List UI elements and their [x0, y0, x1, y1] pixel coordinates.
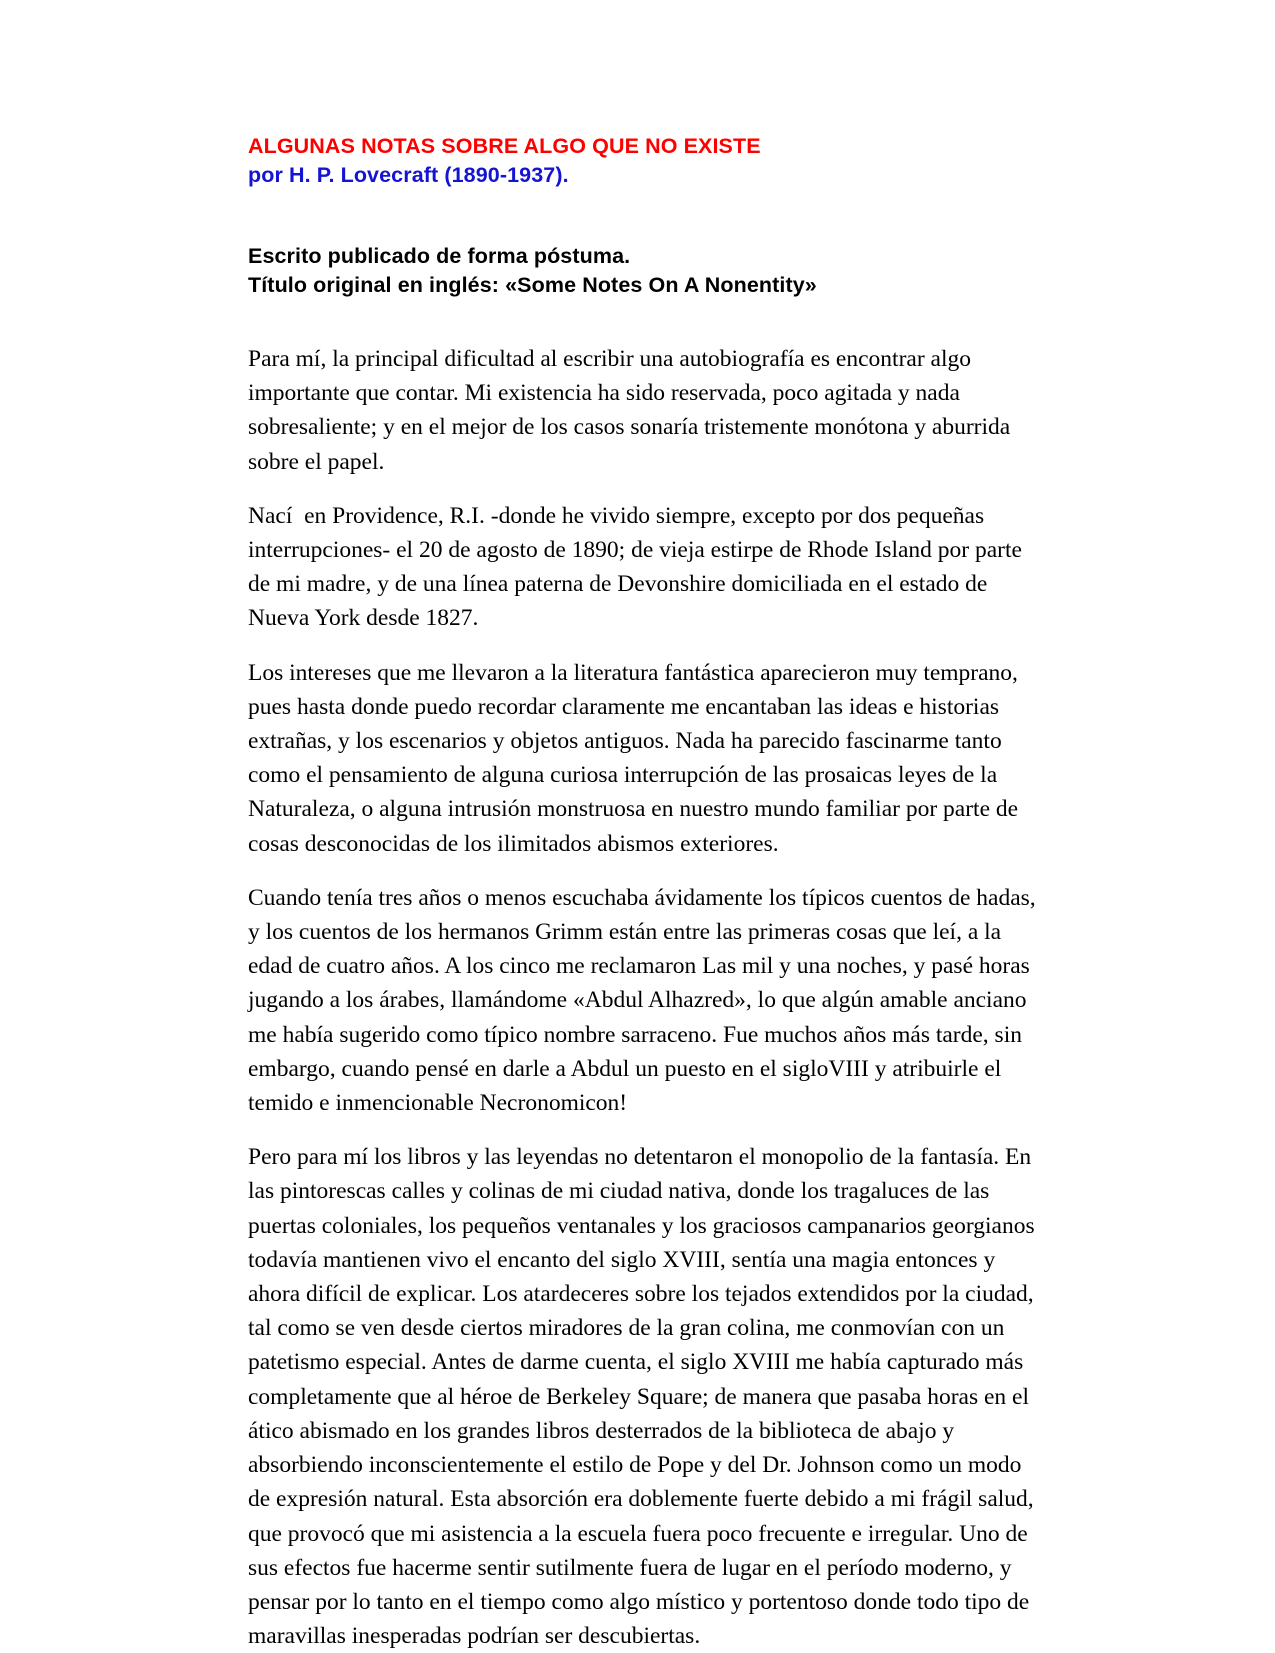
body-paragraph: Pero para mí los libros y las leyendas no detentaron el monopolio de la fantasía. En las pintorescas calles y colinas de mi ciudad nativa, donde los tragaluces de las puertas coloniales, los pequeños ventanales y los graciosos campanarios georgianos todavía mantienen vivo el encanto del siglo XVIII, sentía una magia entonces y ahora difícil de explicar. Los atardeceres sobre los tejados extendidos por la ciudad, tal como se ven desde ciertos miradores de la gran colina, me conmovían con un patetismo especial. Antes de darme cuenta, el siglo XVIII me había capturado más completamente que al héroe de Berkeley Square; de manera que pasaba horas en el ático abismado en los grandes libros desterrados de la biblioteca de abajo y absorbiendo inconscientemente el estilo de Pope y del Dr. Johnson como un modo de expresión natural. Esta absorción era doblemente fuerte debido a mi frágil salud, que provocó que mi asistencia a la escuela fuera poco frecuente e irregular. Uno de sus efectos fue hacerme sentir sutilmente fuera de lugar en el período moderno, y pensar por lo tanto en el tiempo como algo místico y portentoso donde todo tipo de maravillas inesperadas podrían ser descubiertas.	[248, 1144, 1041, 1650]
body-paragraph: Los intereses que me llevaron a la literatura fantástica aparecieron muy temprano, pues hasta donde puedo recordar claramente me encantaban las ideas e historias extrañas, y los escenarios y objetos antiguos. Nada ha parecido fascinarme tanto como el pensamiento de alguna curiosa interrupción de las prosaicas leyes de la Naturaleza, o alguna intrusión monstruosa en nuestro mundo familiar por parte de cosas desconocidas de los ilimitados abismos exteriores.	[248, 659, 1024, 857]
document-content	[248, 132, 1048, 1653]
page-title: ALGUNAS NOTAS SOBRE ALGO QUE NO EXISTE	[248, 134, 761, 158]
author-byline: por H. P. Lovecraft (1890-1937).	[248, 163, 569, 187]
document-heading	[248, 132, 1048, 190]
document-subtitle	[248, 242, 1048, 300]
subtitle-publication-note: Escrito publicado de forma póstuma.	[248, 244, 631, 268]
body-paragraph: Para mí, la principal dificultad al escribir una autobiografía es encontrar algo importante que contar. Mi existencia ha sido reservada, poco agitada y nada sobresaliente; y en el mejor de los casos sonaría tristemente monótona y aburrida sobre el papel.	[248, 346, 1017, 475]
document-body	[248, 342, 1048, 1653]
subtitle-original-title: Título original en inglés: «Some Notes On A Nonentity»	[248, 273, 817, 297]
body-paragraph: Cuando tenía tres años o menos escuchaba ávidamente los típicos cuentos de hadas, y los cuentos de los hermanos Grimm están entre las primeras cosas que leí, a la edad de cuatro años. A los cinco me reclamaron Las mil y una noches, y pasé horas jugando a los árabes, llamándome «Abdul Alhazred», lo que algún amable anciano me había sugerido como típico nombre sarraceno. Fue muchos años más tarde, sin embargo, cuando pensé en darle a Abdul un puesto en el sigloVIII y atribuirle el temido e inmencionable Necronomicon!	[248, 884, 1042, 1117]
body-paragraph: Nací en Providence, R.I. -donde he vivido siempre, excepto por dos pequeñas interrupciones- el 20 de agosto de 1890; de vieja estirpe de Rhode Island por parte de mi madre, y de una línea paterna de Devonshire domiciliada en el estado de Nueva York desde 1827.	[248, 502, 1028, 632]
